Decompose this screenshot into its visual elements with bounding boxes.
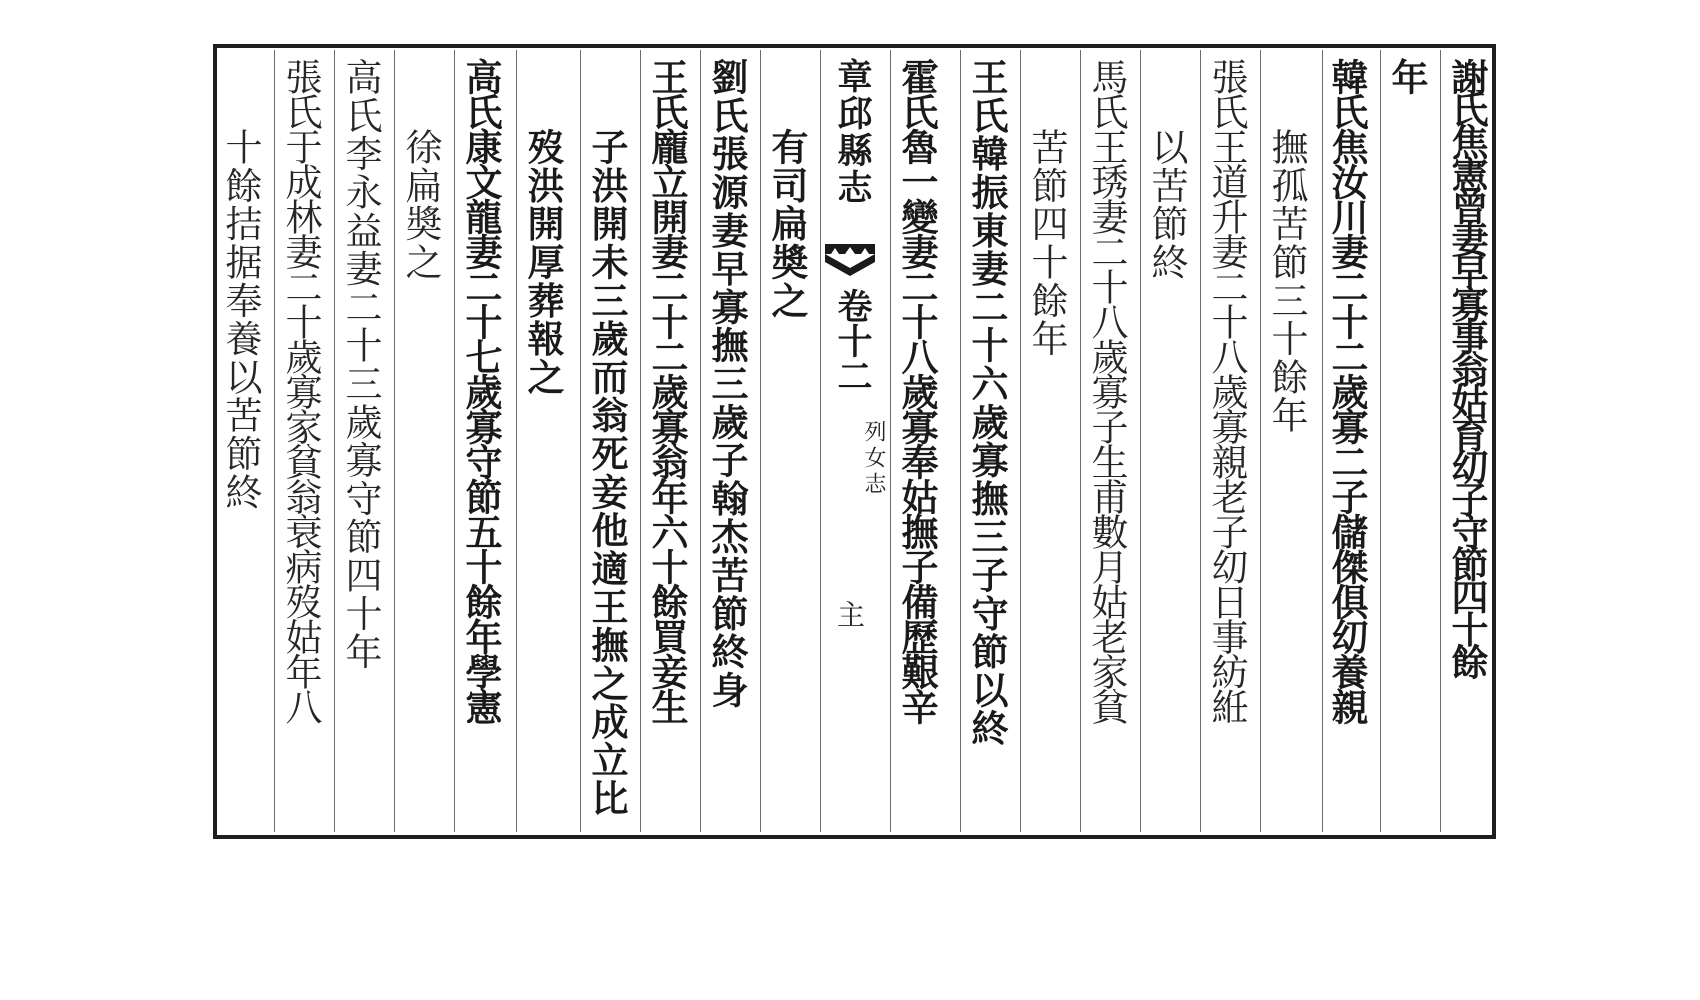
- column-rule: [580, 50, 581, 832]
- text-column: 有司扁奬之: [765, 128, 809, 320]
- fold-rule-right: [890, 50, 891, 832]
- column-rule: [700, 50, 701, 832]
- text-column: 十餘拮据奉養以苦節終: [219, 128, 262, 511]
- text-column: 張氏于成林妻二十歲寡家貧翁衰病歿姑年八: [279, 58, 322, 723]
- text-column: 撫孤苦節三十餘年: [1265, 128, 1308, 435]
- text-column: 王氏韓振東妻二十六歲寡撫三子守節以終: [965, 58, 1009, 748]
- text-column: 歿洪開厚葬報之: [521, 128, 565, 397]
- text-column: 以苦節終: [1145, 128, 1188, 282]
- column-rule: [1260, 50, 1261, 832]
- column-rule: [760, 50, 761, 832]
- fold-rule-left: [820, 50, 821, 832]
- column-rule: [1200, 50, 1201, 832]
- column-rule: [960, 50, 961, 832]
- text-column: 年: [1385, 58, 1429, 97]
- text-column: 霍氏魯一變妻二十八歲寡奉姑撫子備歷艱辛: [895, 58, 939, 723]
- column-rule: [394, 50, 395, 832]
- text-column: 謝氏焦憲曾妻早寡事翁姑育㓜子守節四十餘: [1445, 58, 1489, 676]
- text-column: 徐扁奬之: [399, 128, 442, 282]
- text-column: 馬氏王琇妻二十八歲寡子生甫數月姑老家貧: [1085, 58, 1128, 723]
- column-rule: [640, 50, 641, 832]
- column-rule: [1140, 50, 1141, 832]
- text-column: 子洪開未三歲而翁死妾他適王撫之成立比: [585, 128, 629, 818]
- column-rule: [334, 50, 335, 832]
- text-column: 高氏李永益妻二十三歲寡守節四十年: [339, 58, 382, 671]
- column-rule: [1380, 50, 1381, 832]
- fold-page-number: 主: [833, 600, 866, 628]
- fold-section-name: 列女志: [861, 420, 886, 498]
- column-rule: [1440, 50, 1441, 832]
- fold-juan-number: 卷十二: [832, 288, 873, 393]
- text-column: 高氏康文龍妻二十七歲寡守節五十餘年學憲: [459, 58, 503, 723]
- text-column: 劉氏張源妻早寡撫三歲子翰杰苦節終身: [705, 58, 749, 710]
- text-column: 苦節四十餘年: [1025, 128, 1068, 358]
- column-rule: [1020, 50, 1021, 832]
- fishtail-ornament-icon: [825, 244, 875, 288]
- text-column: 王氏龐立開妻二十二歲寡翁年六十餘買妾生: [645, 58, 689, 723]
- column-rule: [516, 50, 517, 832]
- text-column: 韓氏焦汝川妻二十二歲寡二子儲傑俱㓜養親: [1325, 58, 1369, 723]
- fold-book-title: 章邱縣志: [832, 58, 873, 206]
- column-rule: [1322, 50, 1323, 832]
- text-column: 張氏王道升妻二十八歲寡親老子㓜日事紡絍: [1205, 58, 1248, 723]
- column-rule: [454, 50, 455, 832]
- column-rule: [274, 50, 275, 832]
- column-rule: [1080, 50, 1081, 832]
